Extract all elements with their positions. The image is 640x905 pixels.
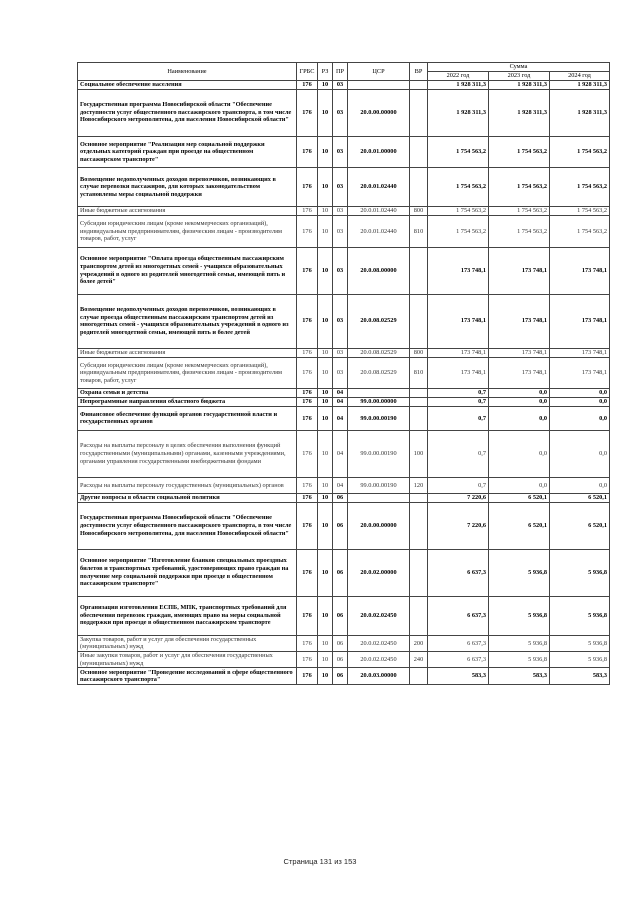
cell-sum-2024: 6 520,1: [550, 494, 610, 503]
cell-pr: 06: [333, 596, 348, 635]
cell-name: Основное мероприятие "Изготовление бланков специальных проездных билетов и транспортных требований, удостоверяющих право граждан на получение мер социальной поддержки при проезде в общественном пассажирском транспорте": [78, 549, 297, 596]
cell-rz: 10: [318, 549, 333, 596]
cell-sum-2023: 6 520,1: [489, 502, 550, 549]
cell-sum-2024: 173 748,1: [550, 348, 610, 357]
cell-sum-2023: 1 754 563,2: [489, 168, 550, 207]
table-row: [78, 668, 610, 684]
cell-csr: 20.0.01.02440: [348, 216, 410, 248]
cell-grbs: 176: [297, 549, 318, 596]
cell-csr: 20.0.02.02450: [348, 652, 410, 668]
cell-rz: 10: [318, 247, 333, 294]
cell-csr: 20.0.01.00000: [348, 136, 410, 168]
cell-rz: 10: [318, 389, 333, 398]
cell-vr: 810: [410, 216, 428, 248]
cell-sum-2023: 0,0: [489, 406, 550, 430]
cell-grbs: 176: [297, 652, 318, 668]
cell-grbs: 176: [297, 207, 318, 216]
table-row: [78, 596, 610, 635]
cell-name: Организация изготовления ЕСПБ, МПК, транспортных требований для обеспечения перевозок граждан, имеющих право на меры социальной поддержки при проезде в общественном пассажирском транспорте: [78, 596, 297, 635]
cell-pr: 04: [333, 406, 348, 430]
cell-sum-2022: 1 928 311,3: [428, 81, 489, 90]
cell-sum-2023: 0,0: [489, 477, 550, 493]
cell-csr: 20.0.01.02440: [348, 168, 410, 207]
table-row: [78, 207, 610, 216]
cell-sum-2023: 173 748,1: [489, 294, 550, 348]
cell-pr: 04: [333, 477, 348, 493]
cell-sum-2023: 173 748,1: [489, 348, 550, 357]
cell-rz: 10: [318, 406, 333, 430]
cell-pr: 03: [333, 294, 348, 348]
table-row: [78, 294, 610, 348]
cell-sum-2024: 1 754 563,2: [550, 207, 610, 216]
cell-name: Субсидии юридическим лицам (кроме некоммерческих организаций), индивидуальным предпринимателям, физическим лицам - производителям товаров, работ, услуг: [78, 357, 297, 389]
cell-sum-2022: 0,7: [428, 389, 489, 398]
cell-csr: 20.0.01.02440: [348, 207, 410, 216]
cell-pr: 06: [333, 502, 348, 549]
cell-csr: [348, 81, 410, 90]
cell-sum-2024: 0,0: [550, 477, 610, 493]
cell-grbs: 176: [297, 348, 318, 357]
cell-sum-2022: 1 754 563,2: [428, 216, 489, 248]
cell-csr: 20.0.02.00000: [348, 549, 410, 596]
header-pr: ПР: [333, 63, 348, 81]
cell-name: Иные закупки товаров, работ и услуг для обеспечения государственных (муниципальных) нужд: [78, 652, 297, 668]
cell-name: Государственная программа Новосибирской области "Обеспечение доступности услуг общественного пассажирского транспорта, в том числе Новосибирского метрополитена, для населения Новосибирской области": [78, 89, 297, 136]
cell-rz: 10: [318, 81, 333, 90]
cell-rz: 10: [318, 207, 333, 216]
cell-csr: 99.0.00.00190: [348, 477, 410, 493]
cell-vr: 100: [410, 430, 428, 477]
cell-name: Возмещение недополученных доходов перевозчиков, возникающих в случае перевозки пассажиров, для которых законодательством установлены меры социальной поддержки: [78, 168, 297, 207]
cell-sum-2024: 583,3: [550, 668, 610, 684]
header-sum: Сумма: [428, 63, 610, 72]
cell-rz: 10: [318, 430, 333, 477]
cell-sum-2022: 1 928 311,3: [428, 89, 489, 136]
cell-name: Государственная программа Новосибирской области "Обеспечение доступности услуг общественного пассажирского транспорта, в том числе Новосибирского метрополитена, для населения Новосибирской области": [78, 502, 297, 549]
cell-sum-2022: 6 637,3: [428, 549, 489, 596]
cell-pr: 06: [333, 635, 348, 651]
cell-vr: 810: [410, 357, 428, 389]
cell-pr: 06: [333, 549, 348, 596]
table-row: [78, 406, 610, 430]
header-year-2024: 2024 год: [550, 72, 610, 81]
cell-grbs: 176: [297, 502, 318, 549]
cell-grbs: 176: [297, 136, 318, 168]
cell-grbs: 176: [297, 398, 318, 407]
cell-vr: 120: [410, 477, 428, 493]
cell-pr: 06: [333, 494, 348, 503]
cell-csr: 20.0.08.02529: [348, 294, 410, 348]
cell-sum-2024: 173 748,1: [550, 247, 610, 294]
cell-sum-2023: 5 936,8: [489, 549, 550, 596]
cell-sum-2022: 6 637,3: [428, 596, 489, 635]
cell-grbs: 176: [297, 430, 318, 477]
cell-vr: 800: [410, 348, 428, 357]
cell-name: Социальное обеспечение населения: [78, 81, 297, 90]
cell-pr: 06: [333, 668, 348, 684]
cell-rz: 10: [318, 357, 333, 389]
cell-name: Основное мероприятие "Реализация мер социальной поддержки отдельных категорий граждан при проезде на общественном пассажирском транспорте": [78, 136, 297, 168]
table-row: [78, 430, 610, 477]
cell-sum-2022: 0,7: [428, 406, 489, 430]
cell-grbs: 176: [297, 494, 318, 503]
table-row: [78, 168, 610, 207]
header-vr: ВР: [410, 63, 428, 81]
cell-rz: 10: [318, 168, 333, 207]
header-rz: РЗ: [318, 63, 333, 81]
cell-sum-2022: 1 754 563,2: [428, 207, 489, 216]
cell-sum-2023: 0,0: [489, 389, 550, 398]
cell-pr: 06: [333, 652, 348, 668]
cell-sum-2022: 173 748,1: [428, 357, 489, 389]
cell-pr: 03: [333, 247, 348, 294]
cell-csr: 99.0.00.00190: [348, 430, 410, 477]
cell-vr: [410, 398, 428, 407]
cell-pr: 03: [333, 216, 348, 248]
cell-sum-2023: 173 748,1: [489, 247, 550, 294]
table-row: [78, 635, 610, 651]
cell-rz: 10: [318, 294, 333, 348]
cell-name: Расходы на выплаты персоналу государственных (муниципальных) органов: [78, 477, 297, 493]
cell-pr: 03: [333, 168, 348, 207]
cell-sum-2023: 1 754 563,2: [489, 207, 550, 216]
cell-rz: 10: [318, 398, 333, 407]
header-grbs: ГРБС: [297, 63, 318, 81]
cell-csr: 20.0.00.00000: [348, 502, 410, 549]
cell-sum-2024: 5 936,8: [550, 652, 610, 668]
cell-sum-2022: 6 637,3: [428, 652, 489, 668]
cell-name: Возмещение недополученных доходов перевозчиков, возникающих в случае проезда общественным пассажирским транспортом детей из многодетных семей - учащихся образовательных учреждений в одного из родителей многодетной семьи, имеющей пять и более детей: [78, 294, 297, 348]
cell-rz: 10: [318, 348, 333, 357]
cell-sum-2024: 1 754 563,2: [550, 216, 610, 248]
cell-sum-2022: 1 754 563,2: [428, 136, 489, 168]
cell-vr: [410, 136, 428, 168]
table-row: [78, 477, 610, 493]
cell-sum-2024: 5 936,8: [550, 596, 610, 635]
budget-table: [77, 62, 610, 685]
cell-vr: [410, 294, 428, 348]
cell-sum-2024: 1 928 311,3: [550, 89, 610, 136]
cell-rz: 10: [318, 668, 333, 684]
cell-grbs: 176: [297, 89, 318, 136]
cell-pr: 03: [333, 81, 348, 90]
cell-name: Иные бюджетные ассигнования: [78, 348, 297, 357]
cell-grbs: 176: [297, 406, 318, 430]
cell-sum-2024: 0,0: [550, 389, 610, 398]
cell-sum-2024: 0,0: [550, 430, 610, 477]
table-row: [78, 549, 610, 596]
cell-sum-2023: 5 936,8: [489, 652, 550, 668]
cell-sum-2023: 0,0: [489, 430, 550, 477]
cell-sum-2022: 7 220,6: [428, 494, 489, 503]
cell-csr: 20.0.02.02450: [348, 596, 410, 635]
cell-sum-2022: 0,7: [428, 477, 489, 493]
table-row: [78, 216, 610, 248]
cell-csr: 20.0.08.00000: [348, 247, 410, 294]
cell-grbs: 176: [297, 668, 318, 684]
header-csr: ЦСР: [348, 63, 410, 81]
cell-vr: [410, 406, 428, 430]
cell-sum-2022: 1 754 563,2: [428, 168, 489, 207]
table-row: [78, 652, 610, 668]
cell-sum-2024: 0,0: [550, 398, 610, 407]
cell-grbs: 176: [297, 168, 318, 207]
cell-sum-2024: 5 936,8: [550, 635, 610, 651]
cell-grbs: 176: [297, 216, 318, 248]
cell-name: Другие вопросы в области социальной политики: [78, 494, 297, 503]
cell-sum-2022: 0,7: [428, 430, 489, 477]
cell-sum-2023: 5 936,8: [489, 596, 550, 635]
cell-sum-2023: 5 936,8: [489, 635, 550, 651]
cell-csr: 99.0.00.00190: [348, 406, 410, 430]
cell-vr: [410, 549, 428, 596]
cell-name: Расходы на выплаты персоналу в целях обеспечения выполнения функций государственными (муниципальными) органами, казенными учреждениями, органами управления государственными внебюджетными фондами: [78, 430, 297, 477]
cell-sum-2023: 0,0: [489, 398, 550, 407]
cell-pr: 03: [333, 136, 348, 168]
table-row: [78, 398, 610, 407]
cell-sum-2022: 583,3: [428, 668, 489, 684]
table-row: [78, 81, 610, 90]
cell-grbs: 176: [297, 81, 318, 90]
cell-csr: 20.0.08.02529: [348, 357, 410, 389]
cell-vr: [410, 494, 428, 503]
table-row: [78, 89, 610, 136]
cell-vr: [410, 502, 428, 549]
cell-csr: 20.0.00.00000: [348, 89, 410, 136]
cell-pr: 03: [333, 348, 348, 357]
cell-sum-2022: 173 748,1: [428, 247, 489, 294]
cell-vr: 800: [410, 207, 428, 216]
cell-name: Закупка товаров, работ и услуг для обеспечения государственных (муниципальных) нужд: [78, 635, 297, 651]
cell-sum-2024: 6 520,1: [550, 502, 610, 549]
cell-grbs: 176: [297, 596, 318, 635]
cell-sum-2022: 0,7: [428, 398, 489, 407]
cell-sum-2024: 0,0: [550, 406, 610, 430]
cell-vr: [410, 668, 428, 684]
cell-sum-2024: 1 754 563,2: [550, 168, 610, 207]
cell-sum-2022: 6 637,3: [428, 635, 489, 651]
cell-rz: 10: [318, 635, 333, 651]
cell-grbs: 176: [297, 294, 318, 348]
cell-sum-2024: 1 754 563,2: [550, 136, 610, 168]
cell-pr: 04: [333, 430, 348, 477]
cell-rz: 10: [318, 89, 333, 136]
cell-name: Финансовое обеспечение функций органов государственной власти и государственных органов: [78, 406, 297, 430]
cell-sum-2023: 6 520,1: [489, 494, 550, 503]
cell-sum-2022: 173 748,1: [428, 348, 489, 357]
page-footer: Страница 131 из 153: [283, 857, 357, 866]
cell-vr: [410, 81, 428, 90]
table-body: [78, 81, 610, 685]
cell-grbs: 176: [297, 247, 318, 294]
table-row: [78, 247, 610, 294]
header-year-2023: 2023 год: [489, 72, 550, 81]
table-row: [78, 389, 610, 398]
cell-sum-2023: 173 748,1: [489, 357, 550, 389]
cell-csr: 20.0.08.02529: [348, 348, 410, 357]
cell-name: Основное мероприятие "Оплата проезда общественным пассажирским транспортом детей из многодетных семей - учащихся образовательных учреждений в одного из родителей многодетной семьи, имеющей пять и более детей": [78, 247, 297, 294]
cell-vr: 240: [410, 652, 428, 668]
cell-vr: [410, 389, 428, 398]
cell-name: Непрограммные направления областного бюджета: [78, 398, 297, 407]
cell-rz: 10: [318, 216, 333, 248]
cell-pr: 03: [333, 207, 348, 216]
cell-sum-2023: 1 754 563,2: [489, 136, 550, 168]
cell-sum-2023: 1 928 311,3: [489, 81, 550, 90]
table-row: [78, 502, 610, 549]
cell-sum-2022: 173 748,1: [428, 294, 489, 348]
table-row: [78, 494, 610, 503]
table-row: [78, 136, 610, 168]
header-year-2022: 2022 год: [428, 72, 489, 81]
cell-vr: 200: [410, 635, 428, 651]
cell-sum-2024: 5 936,8: [550, 549, 610, 596]
cell-pr: 03: [333, 357, 348, 389]
cell-grbs: 176: [297, 357, 318, 389]
header-name: Наименование: [78, 63, 297, 81]
cell-csr: [348, 389, 410, 398]
cell-rz: 10: [318, 652, 333, 668]
cell-name: Основное мероприятие "Проведение исследований в сфере общественного пассажирского транспорта": [78, 668, 297, 684]
cell-grbs: 176: [297, 635, 318, 651]
cell-sum-2024: 173 748,1: [550, 357, 610, 389]
cell-rz: 10: [318, 477, 333, 493]
cell-name: Иные бюджетные ассигнования: [78, 207, 297, 216]
cell-rz: 10: [318, 494, 333, 503]
cell-sum-2022: 7 220,6: [428, 502, 489, 549]
cell-rz: 10: [318, 596, 333, 635]
cell-pr: 04: [333, 398, 348, 407]
cell-name: Охрана семьи и детства: [78, 389, 297, 398]
cell-sum-2023: 1 754 563,2: [489, 216, 550, 248]
cell-pr: 03: [333, 89, 348, 136]
cell-sum-2023: 1 928 311,3: [489, 89, 550, 136]
cell-name: Субсидии юридическим лицам (кроме некоммерческих организаций), индивидуальным предпринимателям, физическим лицам - производителям товаров, работ, услуг: [78, 216, 297, 248]
cell-sum-2024: 173 748,1: [550, 294, 610, 348]
table-row: [78, 357, 610, 389]
cell-pr: 04: [333, 389, 348, 398]
cell-rz: 10: [318, 502, 333, 549]
cell-vr: [410, 168, 428, 207]
cell-vr: [410, 596, 428, 635]
cell-vr: [410, 89, 428, 136]
cell-vr: [410, 247, 428, 294]
cell-csr: [348, 494, 410, 503]
cell-sum-2024: 1 928 311,3: [550, 81, 610, 90]
cell-grbs: 176: [297, 389, 318, 398]
table-header: [78, 63, 610, 81]
cell-rz: 10: [318, 136, 333, 168]
cell-csr: 99.0.00.00000: [348, 398, 410, 407]
cell-csr: 20.0.02.02450: [348, 635, 410, 651]
cell-grbs: 176: [297, 477, 318, 493]
cell-csr: 20.0.03.00000: [348, 668, 410, 684]
cell-sum-2023: 583,3: [489, 668, 550, 684]
table-row: [78, 348, 610, 357]
